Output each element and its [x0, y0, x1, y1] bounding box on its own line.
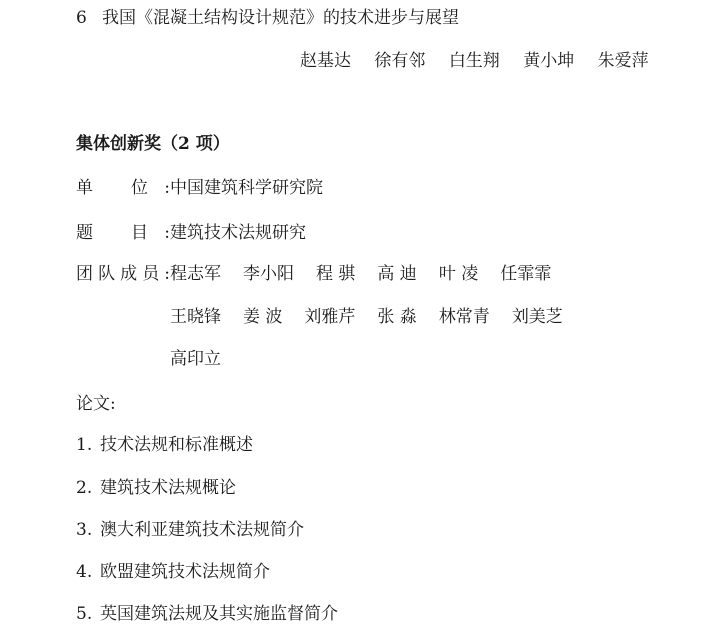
members-label: 团队成员: [76, 264, 170, 284]
award-item-title [76, 7, 459, 29]
topic-label: 题 目: [76, 223, 170, 243]
author: 朱爱萍 [597, 51, 649, 71]
paper-title: 英国建筑法规及其实施监督简介 [100, 604, 338, 624]
members-row [76, 263, 551, 285]
team-member: 张 淼 [377, 307, 417, 327]
topic-row [76, 222, 306, 244]
paper-number: 2. [76, 478, 93, 498]
collective-award-heading: 集体创新奖（2 项） [76, 134, 230, 154]
unit-label: 单 位: [76, 178, 170, 198]
unit-value: 中国建筑科学研究院 [170, 178, 323, 198]
members-row [170, 306, 563, 328]
paper-number: 4. [76, 562, 93, 582]
author: 白生翔 [448, 51, 500, 71]
paper-number: 5. [76, 604, 93, 624]
paper-title: 建筑技术法规概论 [100, 478, 236, 498]
members-row [170, 348, 221, 370]
unit-row [76, 177, 323, 199]
team-member: 刘雅芹 [304, 307, 356, 327]
team-member: 李小阳 [243, 264, 294, 284]
team-member: 姜 波 [243, 307, 283, 327]
paper-title: 技术法规和标准概述 [100, 435, 253, 455]
paper-number: 1. [76, 435, 93, 455]
topic-value: 建筑技术法规研究 [170, 223, 306, 243]
author: 赵基达 [300, 51, 351, 71]
team-member: 任霏霏 [500, 264, 552, 284]
team-member: 程 骐 [316, 264, 356, 284]
paper-title: 澳大利亚建筑技术法规简介 [100, 520, 304, 540]
team-member: 叶 凌 [438, 264, 479, 284]
paper-title: 欧盟建筑技术法规简介 [100, 562, 270, 582]
team-member: 高印立 [170, 349, 221, 369]
paper-item [76, 519, 304, 541]
paper-item [76, 561, 270, 583]
team-member: 林常青 [438, 307, 490, 327]
team-member: 刘美芝 [511, 307, 563, 327]
team-member: 高 迪 [377, 264, 417, 284]
award-item-authors [300, 50, 649, 72]
team-member: 王晓锋 [170, 307, 221, 327]
team-member: 程志军 [170, 264, 221, 284]
author: 黄小坤 [523, 51, 575, 71]
papers-label: 论文: [76, 394, 116, 414]
paper-item [76, 477, 236, 499]
award-item-number: 6 [76, 8, 87, 28]
paper-item [76, 434, 253, 456]
author: 徐有邻 [374, 51, 426, 71]
paper-item [76, 603, 338, 625]
award-item-title-text: 我国《混凝土结构设计规范》的技术进步与展望 [102, 8, 459, 28]
paper-number: 3. [76, 520, 93, 540]
